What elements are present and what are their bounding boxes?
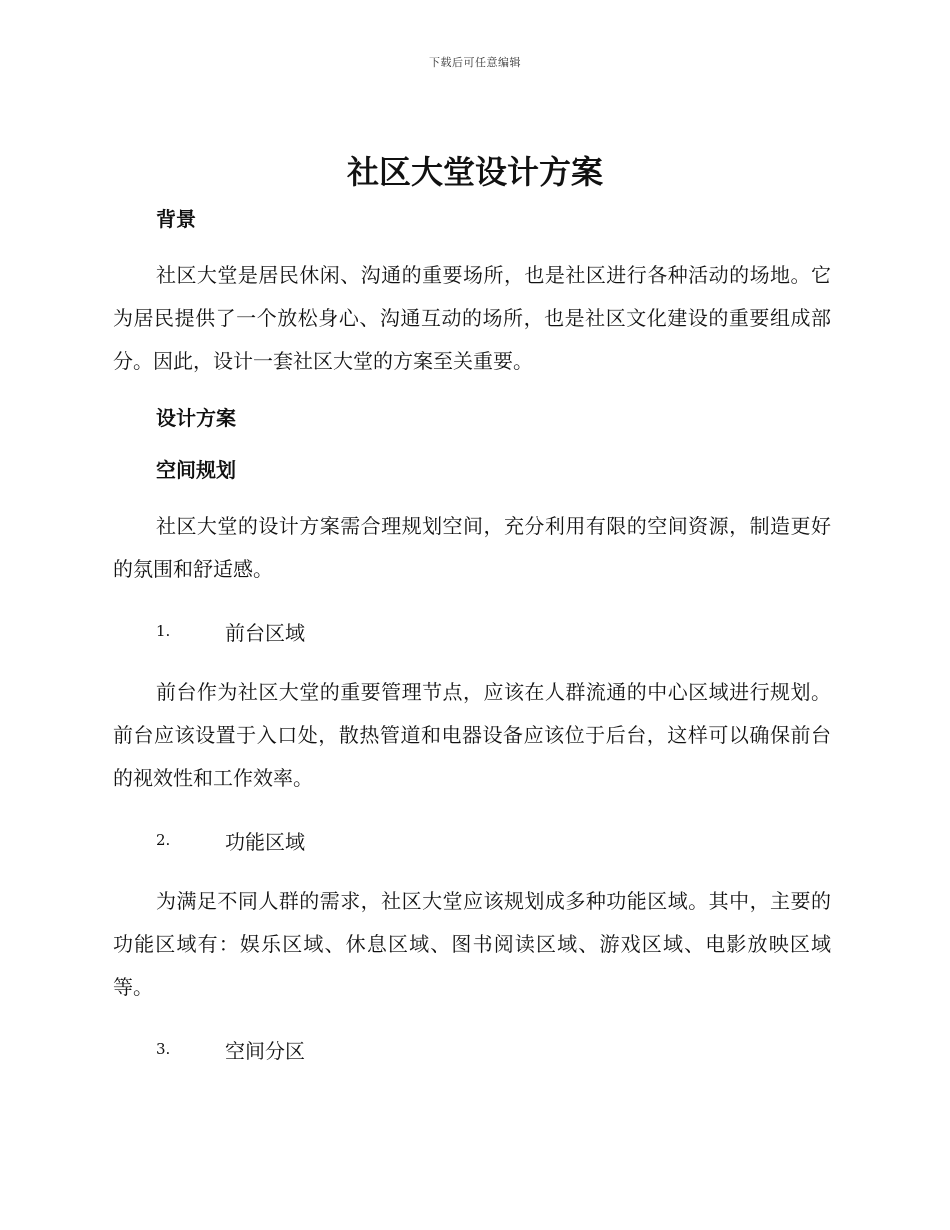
list-number: 1. [156,622,171,640]
list-item-front-desk [113,611,831,651]
list-label: 功能区域 [225,829,305,854]
list-item-space-zoning [113,1029,831,1069]
paragraph-space: 社区大堂的设计方案需合理规划空间，充分利用有限的空间资源，制造更好的氛围和舒适感。 [113,514,831,581]
list-number: 2. [156,831,171,849]
list-label: 空间分区 [225,1038,305,1063]
document-title: 社区大堂设计方案 [346,153,603,191]
paragraph-function-area: 为满足不同人群的需求，社区大堂应该规划成多种功能区域。其中，主要的功能区域有：娱乐区域、休息区域、图书阅读区域、游戏区域、电影放映区域等。 [113,889,831,999]
section-heading-design: 设计方案 [156,406,236,430]
document-body [113,202,831,1069]
list-number: 3. [156,1040,171,1058]
header-note: 下载后可任意编辑 [429,56,521,69]
section-heading-background: 背景 [156,207,196,231]
paragraph-front-desk: 前台作为社区大堂的重要管理节点，应该在人群流通的中心区域进行规划。前台应该设置于入口处，散热管道和电器设备应该位于后台，这样可以确保前台的视效性和工作效率。 [113,680,831,790]
list-item-function-area [113,820,831,860]
paragraph-background: 社区大堂是居民休闲、沟通的重要场所，也是社区进行各种活动的场地。它为居民提供了一个放松身心、沟通互动的场所，也是社区文化建设的重要组成部分。因此，设计一套社区大堂的方案至关重要。 [113,263,831,373]
list-label: 前台区域 [225,620,305,645]
section-heading-space: 空间规划 [156,458,236,482]
